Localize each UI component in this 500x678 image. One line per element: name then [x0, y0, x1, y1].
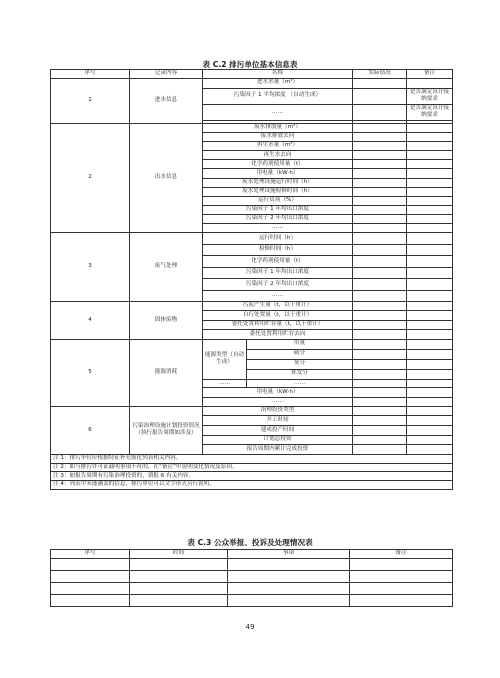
- actual-cell[interactable]: [353, 279, 407, 291]
- remark-cell[interactable]: [407, 142, 453, 151]
- actual-cell[interactable]: [353, 214, 407, 223]
- actual-cell[interactable]: [353, 160, 407, 169]
- energy-subitem: 用量: [247, 339, 353, 349]
- remark-cell[interactable]: [407, 330, 453, 339]
- table-c3-caption: 表 C.3 公众举报、投诉及处理情况表: [187, 538, 313, 547]
- investment-item: 计划总投资: [203, 435, 353, 445]
- in-water-volume: 进水水量（m³）: [203, 78, 353, 88]
- waste-gas-item: ……: [203, 290, 353, 302]
- out-water-item: 再生水量（m³）: [203, 142, 353, 151]
- actual-cell[interactable]: [353, 78, 407, 88]
- actual-cell[interactable]: [353, 311, 407, 320]
- actual-cell[interactable]: [353, 320, 407, 329]
- table-row: [51, 583, 453, 595]
- section-label: 废气处理: [130, 233, 203, 302]
- out-water-item: 运行负荷（%）: [203, 196, 353, 205]
- remark-cell[interactable]: [407, 359, 453, 369]
- remark-cell[interactable]: [407, 133, 453, 142]
- seq-cell[interactable]: [51, 571, 130, 583]
- remark-cell[interactable]: [407, 224, 453, 233]
- actual-cell[interactable]: [353, 406, 407, 416]
- item-cell[interactable]: [228, 559, 350, 571]
- remark-cell[interactable]: [407, 416, 453, 426]
- header-seq: 序号: [51, 550, 130, 559]
- actual-cell[interactable]: [353, 244, 407, 256]
- remark-cell[interactable]: [407, 233, 453, 245]
- actual-cell[interactable]: [353, 445, 407, 455]
- actual-cell[interactable]: [353, 133, 407, 142]
- actual-cell[interactable]: [353, 224, 407, 233]
- actual-cell[interactable]: [353, 151, 407, 160]
- out-water-item: 再生水去向: [203, 151, 353, 160]
- actual-cell[interactable]: [353, 205, 407, 214]
- out-water-item: 废水处理设施运行时间（h）: [203, 178, 353, 187]
- actual-cell[interactable]: [353, 388, 407, 398]
- actual-cell[interactable]: [353, 339, 407, 349]
- remark-cell: 是否满足设计接纳要求: [407, 104, 453, 120]
- remark-cell: 是否满足设计接纳要求: [407, 88, 453, 104]
- header-remark: 备注: [350, 550, 453, 559]
- remark-cell[interactable]: [407, 406, 453, 416]
- actual-cell[interactable]: [353, 416, 407, 426]
- remark-cell[interactable]: [407, 178, 453, 187]
- seq-cell[interactable]: [51, 583, 130, 595]
- actual-cell[interactable]: [353, 104, 407, 120]
- remark-cell[interactable]: [407, 311, 453, 320]
- actual-cell[interactable]: [353, 256, 407, 268]
- out-water-item: 废水排放去向: [203, 133, 353, 142]
- actual-cell[interactable]: [353, 379, 407, 388]
- actual-cell[interactable]: [353, 290, 407, 302]
- out-water-item: ……: [203, 224, 353, 233]
- time-cell[interactable]: [130, 583, 228, 595]
- header-item: 事项: [228, 550, 350, 559]
- actual-cell[interactable]: [353, 178, 407, 187]
- solid-waste-item: 委托处置利用贮存去向: [203, 330, 353, 339]
- section-seq: 4: [51, 302, 130, 340]
- header-content: 记录内容: [130, 70, 203, 79]
- actual-cell[interactable]: [353, 196, 407, 205]
- investment-item: 开工时间: [203, 416, 353, 426]
- investment-item: 治理投资类型: [203, 406, 353, 416]
- waste-gas-item: 运行时间（h）: [203, 233, 353, 245]
- remark-cell[interactable]: [407, 388, 453, 398]
- item-cell[interactable]: [228, 595, 350, 607]
- remark-cell[interactable]: [407, 196, 453, 205]
- remark-cell[interactable]: [407, 151, 453, 160]
- section-seq: 5: [51, 339, 130, 406]
- item-cell[interactable]: [228, 571, 350, 583]
- remark-cell[interactable]: [350, 595, 453, 607]
- section-label: 污染治理设施计划投资情况（执行报告周期如涉及）: [130, 406, 203, 454]
- page-number: 49: [245, 623, 255, 631]
- actual-cell[interactable]: [353, 233, 407, 245]
- actual-cell[interactable]: [353, 123, 407, 132]
- remark-cell[interactable]: [407, 169, 453, 178]
- header-time: 时间: [130, 550, 228, 559]
- out-water-item: 废水排放量（m³）: [203, 123, 353, 132]
- energy-subitem: 硫分: [247, 349, 353, 359]
- section-label: 能源消耗: [130, 339, 203, 406]
- actual-cell[interactable]: [353, 169, 407, 178]
- actual-cell[interactable]: [353, 369, 407, 379]
- seq-cell[interactable]: [51, 559, 130, 571]
- table-header-row: [51, 70, 453, 79]
- header-seq: 序号: [51, 70, 130, 79]
- energy-ellipsis: ……: [247, 379, 353, 388]
- section-label: 出水信息: [130, 123, 203, 232]
- remark-cell[interactable]: [407, 445, 453, 455]
- remark-cell[interactable]: [407, 78, 453, 88]
- remark-cell[interactable]: [407, 369, 453, 379]
- remark-cell[interactable]: [407, 426, 453, 436]
- remark-cell[interactable]: [407, 205, 453, 214]
- table-c2-caption: 表 C.2 排污单位基本信息表: [202, 60, 298, 69]
- out-water-item: 废水处理设施检修时间（h）: [203, 187, 353, 196]
- note-line: 注 2：如与排污许可证载明事项不符的，在“备注”中说明变化情况及原因。: [51, 463, 453, 472]
- energy-type: 能源类型（自动生成）: [203, 339, 247, 379]
- table-row: [51, 559, 453, 571]
- table-row: [51, 571, 453, 583]
- note-line: 注 3：如报告周期有污染治理投资的，填报 6 有关内容。: [51, 472, 453, 481]
- solid-waste-item: 委托处置利用贮存量（t，以干重计）: [203, 320, 353, 329]
- out-water-item: 污染因子 1 年均出口浓度: [203, 205, 353, 214]
- actual-cell[interactable]: [353, 302, 407, 311]
- table-row: [51, 595, 453, 607]
- in-water-ellipsis: ……: [203, 104, 353, 120]
- item-cell[interactable]: [228, 583, 350, 595]
- out-water-item: 化学药剂使用量（t）: [203, 160, 353, 169]
- energy-ellipsis: ……: [203, 379, 247, 388]
- out-water-item: 用电量（kW·h）: [203, 169, 353, 178]
- table-c3: [50, 549, 453, 607]
- section-seq: 6: [51, 406, 130, 454]
- remark-cell[interactable]: [407, 244, 453, 256]
- actual-cell[interactable]: [353, 349, 407, 359]
- actual-cell[interactable]: [353, 330, 407, 339]
- solid-waste-item: 污泥产生量（t，以干重计）: [203, 302, 353, 311]
- waste-gas-item: 化学药剂使用量（t）: [203, 256, 353, 268]
- note-line: 注 1：排污单位应根据特征补充细化列表相关内容。: [51, 454, 453, 463]
- energy-ellipsis: ……: [203, 398, 353, 407]
- actual-cell[interactable]: [353, 398, 407, 407]
- remark-cell[interactable]: [407, 267, 453, 279]
- out-water-item: 污染因子 2 年均出口浓度: [203, 214, 353, 223]
- actual-cell[interactable]: [353, 88, 407, 104]
- table-header-row: [51, 550, 453, 559]
- remark-cell[interactable]: [407, 349, 453, 359]
- remark-cell[interactable]: [407, 256, 453, 268]
- section-seq: 1: [51, 78, 130, 123]
- note-line: 注 4：列表中未能涵盖的信息，排污单位可以文字形式另行说明。: [51, 481, 453, 490]
- waste-gas-item: 污染因子 1 年均出口浓度: [203, 267, 353, 279]
- time-cell[interactable]: [130, 559, 228, 571]
- actual-cell[interactable]: [353, 267, 407, 279]
- remark-cell[interactable]: [407, 398, 453, 407]
- actual-cell[interactable]: [353, 426, 407, 436]
- waste-gas-item: 检修时间（h）: [203, 244, 353, 256]
- in-water-pollutant: 污染因子 1 平均浓度 （自动生成）: [203, 88, 353, 104]
- remark-cell[interactable]: [407, 160, 453, 169]
- investment-item: 报告周期内累计完成投资: [203, 445, 353, 455]
- remark-cell[interactable]: [407, 435, 453, 445]
- remark-cell[interactable]: [407, 214, 453, 223]
- header-name: 名称: [203, 70, 353, 79]
- time-cell[interactable]: [130, 595, 228, 607]
- energy-subitem: 灰分: [247, 359, 353, 369]
- header-actual: 实际情况: [353, 70, 407, 79]
- remark-cell[interactable]: [407, 279, 453, 291]
- section-label: 固体废物: [130, 302, 203, 340]
- remark-cell[interactable]: [407, 339, 453, 349]
- investment-item: 建成投产时间: [203, 426, 353, 436]
- remark-cell[interactable]: [407, 302, 453, 311]
- solid-waste-item: 自行处置量（t，以干重计）: [203, 311, 353, 320]
- remark-cell[interactable]: [350, 571, 453, 583]
- actual-cell[interactable]: [353, 435, 407, 445]
- section-seq: 3: [51, 233, 130, 302]
- section-seq: 2: [51, 123, 130, 232]
- waste-gas-item: 污染因子 2 年均出口浓度: [203, 279, 353, 291]
- remark-cell[interactable]: [407, 187, 453, 196]
- time-cell[interactable]: [130, 571, 228, 583]
- energy-subitem: 挥发分: [247, 369, 353, 379]
- remark-cell[interactable]: [350, 583, 453, 595]
- remark-cell[interactable]: [407, 379, 453, 388]
- remark-cell[interactable]: [407, 290, 453, 302]
- remark-cell[interactable]: [407, 123, 453, 132]
- actual-cell[interactable]: [353, 142, 407, 151]
- actual-cell[interactable]: [353, 187, 407, 196]
- remark-cell[interactable]: [407, 320, 453, 329]
- actual-cell[interactable]: [353, 359, 407, 369]
- header-remark: 备注: [407, 70, 453, 79]
- section-label: 进水信息: [130, 78, 203, 123]
- energy-electricity: 用电量（kW·h）: [203, 388, 353, 398]
- seq-cell[interactable]: [51, 595, 130, 607]
- remark-cell[interactable]: [350, 559, 453, 571]
- table-c2: [50, 69, 453, 490]
